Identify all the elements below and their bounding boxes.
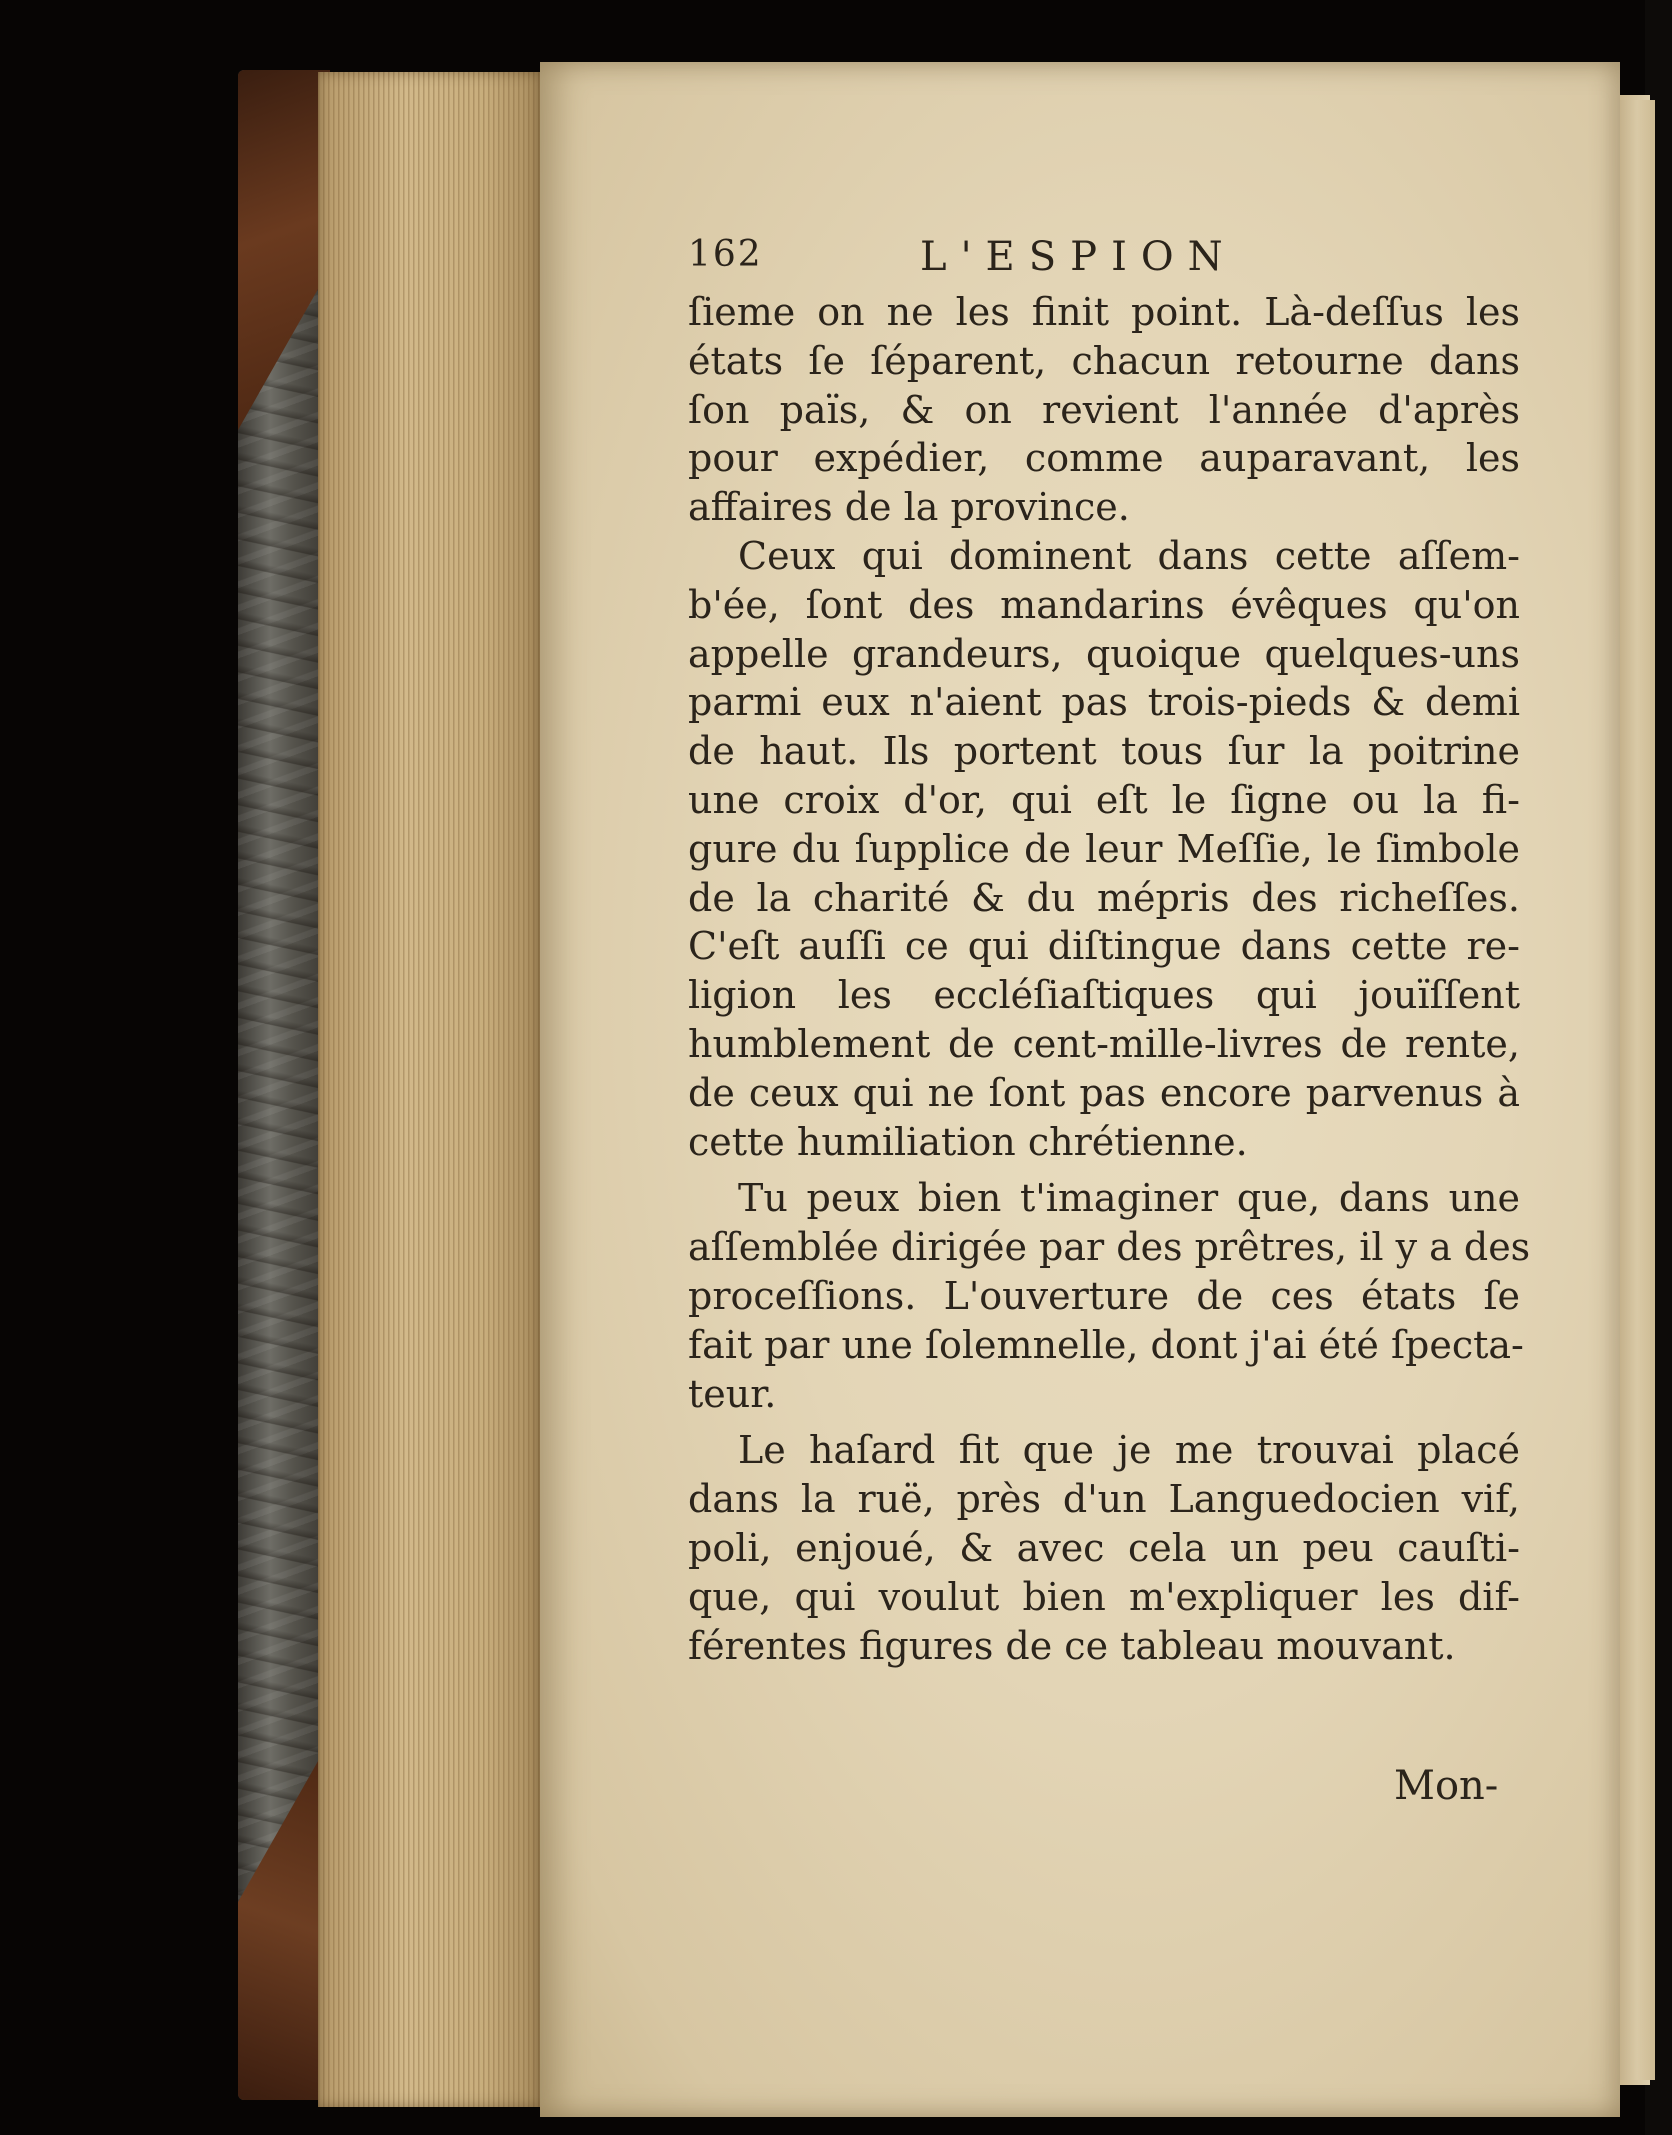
text-line: Ceux qui dominent dans cette aſſem- [738, 533, 1520, 578]
text-line: ligion les eccléſiaſtiques qui jouïſſent [688, 973, 1520, 1018]
text-line: dans la ruë, près d'un Languedocien vif, [688, 1477, 1520, 1522]
paragraph-gap [688, 1166, 1528, 1174]
text-line: proceſſions. L'ouverture de ces états ſe [688, 1273, 1520, 1318]
text-line: de haut. Ils portent tous ſur la poitrine [688, 729, 1520, 774]
text-line: ſieme on ne les finit point. Là-deſſus les [688, 290, 1520, 334]
text-line: Tu peux bien t'imaginer que, dans une [738, 1176, 1520, 1221]
text-line: une croix d'or, qui eſt le ſigne ou la fi- [688, 777, 1520, 822]
paragraph-gap [688, 1418, 1528, 1426]
text-line: de ceux qui ne ſont pas encore parvenus à [688, 1070, 1520, 1115]
paragraph [688, 1426, 1528, 1670]
page-number: 162 [688, 234, 763, 275]
text-line: appelle grandeurs, quoique quelques-uns [688, 631, 1520, 676]
text-line: ſon païs, & on revient l'année d'après [688, 387, 1520, 432]
text-line: gure du ſupplice de leur Meſſie, le ſimbole [688, 826, 1520, 871]
text-line: pour expédier, comme auparavant, les [688, 436, 1520, 481]
text-line: que, qui voulut bien m'expliquer les dif- [688, 1574, 1520, 1619]
text-line: affaires de la province. [688, 485, 1130, 530]
paragraph [688, 288, 1528, 532]
text-line: aſſemblée dirigée par des prêtres, il y a des [688, 1225, 1531, 1270]
running-title: L'ESPION [920, 234, 1237, 280]
text-line: férentes figures de ce tableau mouvant. [688, 1623, 1456, 1668]
text-line: humblement de cent-mille-livres de rente, [688, 1021, 1520, 1066]
text-line: parmi eux n'aient pas trois-pieds & demi [688, 680, 1520, 725]
running-head [688, 226, 1528, 288]
text-line: de la charité & du mépris des richeſſes. [688, 875, 1520, 920]
gilt-page-edges [318, 72, 540, 2107]
text-line: b'ée, ſont des mandarins évêques qu'on [688, 582, 1520, 627]
text-line: fait par une ſolemnelle, dont j'ai été ſpecta- [688, 1322, 1524, 1367]
paragraph [688, 1174, 1531, 1418]
text-line: poli, enjoué, & avec cela un peu cauſti- [688, 1525, 1520, 1570]
paragraph [688, 532, 1528, 1166]
catchword: Mon- [1394, 1763, 1499, 1809]
text-line: cette humiliation chrétienne. [688, 1119, 1248, 1164]
text-line: C'eſt auſſi ce qui diſtingue dans cette re- [688, 924, 1520, 969]
text-line: Le haſard fit que je me trouvai placé [738, 1428, 1520, 1473]
page-text [688, 226, 1531, 1670]
text-line: états ſe ſéparent, chacun retourne dans [688, 338, 1520, 383]
text-line: teur. [688, 1371, 777, 1416]
